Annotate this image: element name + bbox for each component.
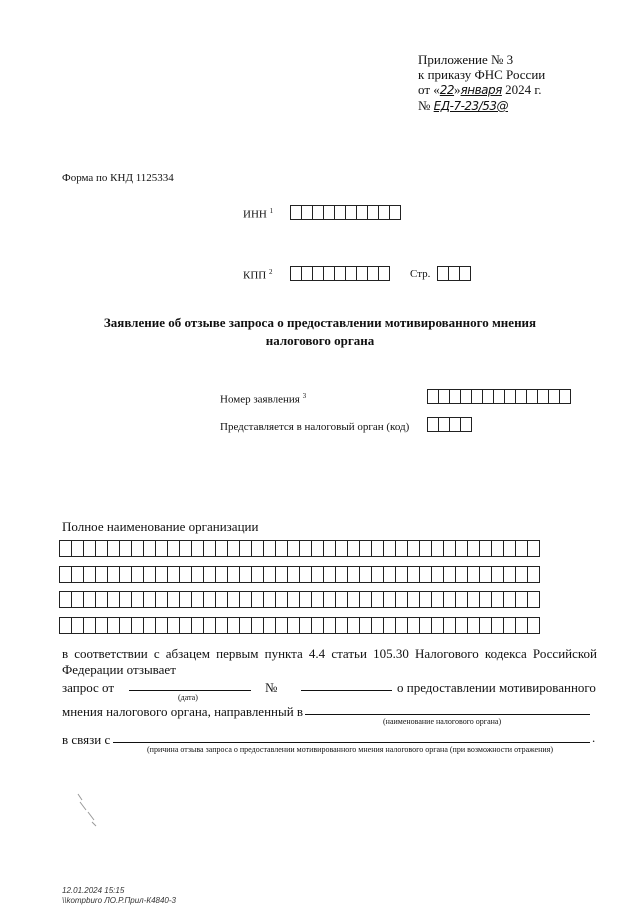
page-cells[interactable]: [437, 266, 470, 281]
order-reference: к приказу ФНС России: [418, 67, 546, 82]
reason-caption: (причина отзыва запроса о предоставлении мотивированного мнения налогового органа (при возможности отражения): [147, 745, 553, 754]
body-paragraph: в соответствии с абзацем первым пункта 4.4 статьи 105.30 Налогового кодекса Российской Федерации отзывает: [62, 646, 597, 677]
kpp-label: КПП $^2$: [243, 268, 273, 282]
input-cell[interactable]: [527, 591, 540, 608]
org-name-row-1[interactable]: [59, 540, 539, 557]
scan-mark: [72, 790, 102, 830]
date-caption: (дата): [178, 693, 198, 702]
attachment-header: [418, 52, 545, 114]
about-text: о предоставлении мотивированного: [397, 680, 596, 695]
page-label: Стр.: [410, 268, 431, 280]
input-cell[interactable]: [527, 566, 540, 583]
tax-authority-name-field[interactable]: [305, 714, 590, 715]
request-number-field[interactable]: [301, 690, 392, 691]
input-cell[interactable]: [378, 266, 390, 281]
tax-authority-cells[interactable]: [427, 417, 471, 432]
attachment-number: Приложение № 3: [418, 52, 514, 67]
org-name-row-3[interactable]: [59, 591, 539, 608]
handwritten-order-number: ЕД-7-23/53@: [433, 99, 508, 113]
input-cell[interactable]: [527, 617, 540, 634]
document-title: Заявление об отзыве запроса о предоставлении мотивированного мнения налогового органа: [103, 315, 537, 348]
footer-path: \\kompburo ЛО.Р.Прил-К4840-3: [62, 896, 176, 905]
footer-timestamp: 12.01.2024 15:15: [62, 886, 125, 895]
request-from-label: запрос от: [62, 680, 115, 695]
input-cell[interactable]: [559, 389, 571, 404]
inn-cells[interactable]: [290, 205, 400, 220]
form-code: Форма по КНД 1125334: [62, 172, 174, 184]
opinion-text: мнения налогового органа, направленный в: [62, 704, 304, 719]
reason-period: .: [592, 730, 596, 745]
due-to-label: в связи с: [62, 732, 111, 747]
application-number-label: Номер заявления $^3$: [220, 392, 307, 406]
request-date-field[interactable]: [129, 690, 251, 691]
input-cell[interactable]: [460, 417, 472, 432]
handwritten-day: 22: [439, 83, 455, 97]
kpp-cells[interactable]: [290, 266, 389, 281]
tax-authority-label: Представляется в налоговый орган (код): [220, 421, 410, 433]
authority-caption: (наименование налогового органа): [383, 717, 502, 726]
input-cell[interactable]: [527, 540, 540, 557]
number-sign: №: [265, 680, 278, 695]
order-number: № ЕД-7-23/53@: [418, 98, 508, 113]
handwritten-month: января: [460, 83, 502, 97]
order-date: от «22»января 2024 г.: [418, 82, 542, 97]
org-name-label: Полное наименование организации: [62, 519, 259, 534]
input-cell[interactable]: [389, 205, 401, 220]
org-name-row-4[interactable]: [59, 617, 539, 634]
reason-field[interactable]: [113, 742, 590, 743]
application-number-cells[interactable]: [427, 389, 570, 404]
input-cell[interactable]: [459, 266, 471, 281]
inn-label: ИНН $^1$: [243, 207, 274, 221]
org-name-row-2[interactable]: [59, 566, 539, 583]
